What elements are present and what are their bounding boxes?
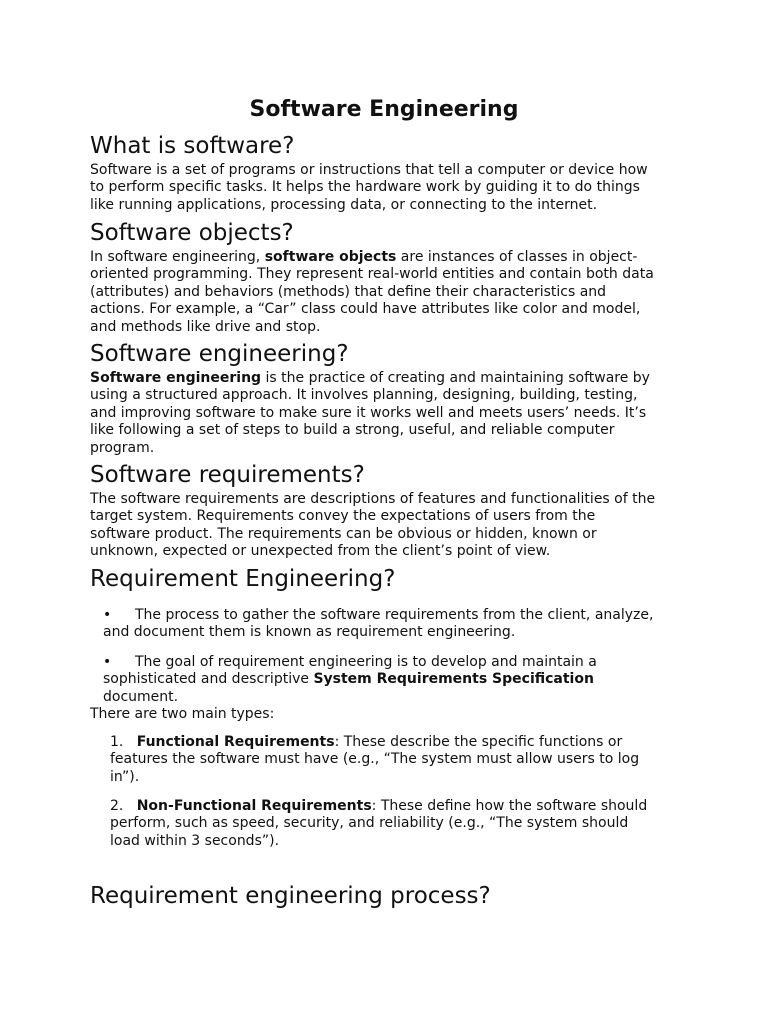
numbered-item-non-functional xyxy=(110,798,647,850)
text-line: like running applications, processing data, or connecting to the internet. xyxy=(90,196,598,213)
text-line xyxy=(103,671,597,688)
paragraph-what-is-software xyxy=(90,162,648,214)
text-line: and methods like drive and stop. xyxy=(90,318,321,335)
paragraph-software-requirements xyxy=(90,491,655,561)
bullet-item xyxy=(103,654,597,706)
bullet-icon: • xyxy=(103,654,112,670)
text-line: and document them is known as requirement engineering. xyxy=(103,624,516,641)
heading-software-requirements: Software requirements? xyxy=(90,462,365,488)
text-line: load within 3 seconds”). xyxy=(110,832,280,849)
paragraph-software-engineering xyxy=(90,370,650,457)
list-number: 1. xyxy=(110,734,124,750)
text-line: program. xyxy=(90,439,155,456)
bold-term: software objects xyxy=(264,249,397,265)
text-run: are instances of classes in object- xyxy=(396,249,638,265)
text-run: sophisticated and descriptive xyxy=(103,671,314,688)
bold-term: System Requirements Specification xyxy=(313,671,594,688)
heading-what-is-software: What is software? xyxy=(90,133,295,159)
text-line: The software requirements are descriptions of features and functionalities of the xyxy=(90,491,656,507)
text-line: to perform specific tasks. It helps the hardware work by guiding it to do things xyxy=(90,179,640,196)
text-run: The goal of requirement engineering is to develop and maintain a xyxy=(135,654,597,670)
text-run: In software engineering, xyxy=(90,249,265,265)
text-line xyxy=(103,654,597,671)
text-line: features the software must have (e.g., “The system must allow users to log xyxy=(110,751,640,768)
document-title: Software Engineering xyxy=(249,97,519,122)
text-line: like following a set of steps to build a strong, useful, and reliable computer xyxy=(90,422,615,439)
list-number: 2. xyxy=(110,798,124,814)
text-line: using a structured approach. It involves planning, designing, building, testing, xyxy=(90,387,638,404)
text-line xyxy=(90,249,654,266)
paragraph-software-objects xyxy=(90,249,654,336)
text-line: Software is a set of programs or instructions that tell a computer or device how xyxy=(90,162,648,178)
bullet-item xyxy=(103,607,653,642)
text-line: oriented programming. They represent real-world entities and contain both data xyxy=(90,266,654,283)
bold-term: Functional Requirements xyxy=(136,734,335,750)
bold-term: Software engineering xyxy=(90,370,262,386)
text-line xyxy=(110,734,639,751)
text-line: in”). xyxy=(110,768,140,785)
text-line: software product. The requirements can be obvious or hidden, known or xyxy=(90,525,597,542)
heading-requirement-engineering-process: Requirement engineering process? xyxy=(90,883,491,909)
bold-term: Non-Functional Requirements xyxy=(136,798,372,814)
heading-software-objects: Software objects? xyxy=(90,220,294,246)
text-run: The process to gather the software requirements from the client, analyze, xyxy=(135,607,654,623)
text-line: and improving software to make sure it works well and meets users’ needs. It’s xyxy=(90,404,647,421)
text-line: unknown, expected or unexpected from the client’s point of view. xyxy=(90,543,551,560)
text-line: document. xyxy=(103,688,179,705)
text-line: perform, such as speed, security, and reliability (e.g., “The system should xyxy=(110,815,629,832)
text-line: actions. For example, a “Car” class could have attributes like color and model, xyxy=(90,301,641,318)
text-run: : These define how the software should xyxy=(371,798,648,814)
numbered-item-functional xyxy=(110,734,639,786)
text-line xyxy=(103,607,653,624)
heading-software-engineering: Software engineering? xyxy=(90,341,349,367)
types-intro: There are two main types: xyxy=(90,706,275,722)
bullet-icon: • xyxy=(103,607,112,623)
text-line: target system. Requirements convey the expectations of users from the xyxy=(90,508,596,525)
text-run: : These describe the specific functions or xyxy=(334,734,623,750)
text-line xyxy=(90,370,650,387)
heading-requirement-engineering: Requirement Engineering? xyxy=(90,566,396,592)
text-line xyxy=(110,798,647,815)
text-line: (attributes) and behaviors (methods) that define their characteristics and xyxy=(90,283,607,300)
text-run: is the practice of creating and maintaining software by xyxy=(261,370,650,386)
